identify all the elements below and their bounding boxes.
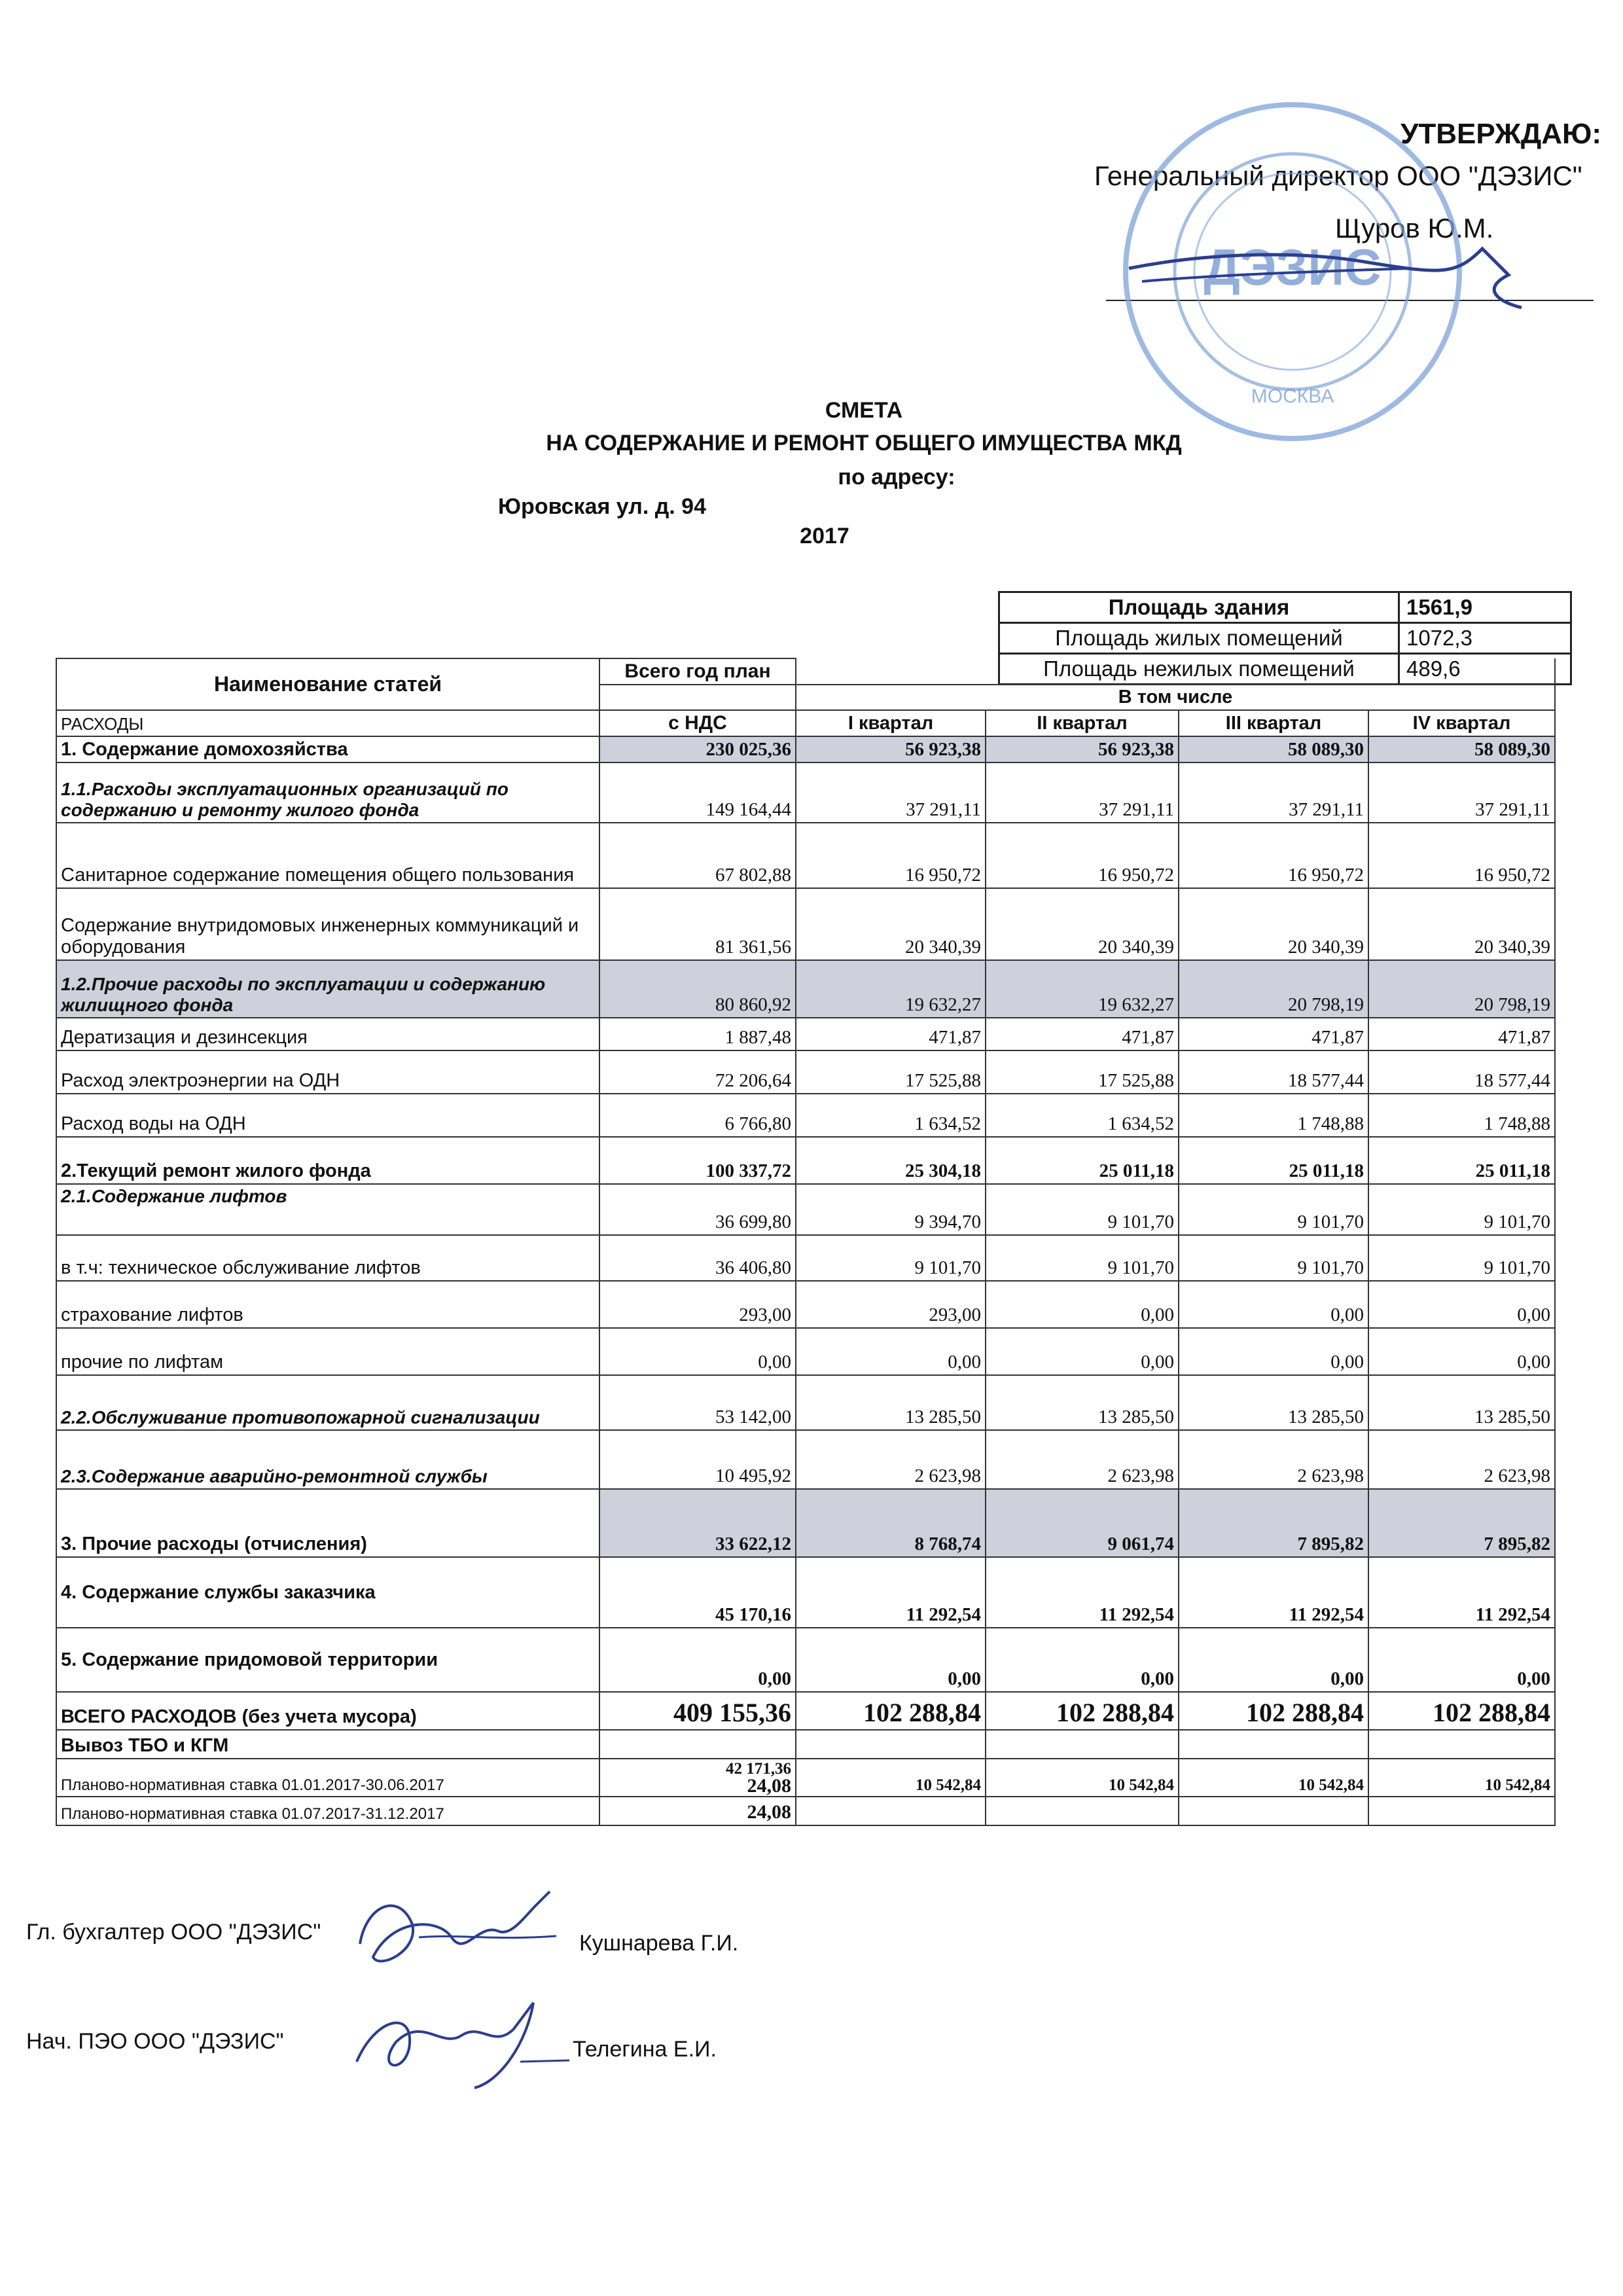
- col-q4-header: IV квартал: [1368, 710, 1555, 736]
- row-name: Расход воды на ОДН: [56, 1094, 599, 1137]
- table-row: [56, 960, 1555, 1018]
- row-total: 33 622,12: [599, 1489, 796, 1557]
- row-name: в т.ч: техническое обслуживание лифтов: [56, 1235, 599, 1281]
- table-row: [56, 1375, 1555, 1430]
- row-rate: 24,08: [747, 1775, 791, 1797]
- row-q4: 7 895,82: [1368, 1489, 1555, 1557]
- row-total: 81 361,56: [599, 888, 796, 960]
- row-q3: 58 089,30: [1179, 736, 1368, 762]
- row-q3: 25 011,18: [1179, 1137, 1368, 1184]
- accountant-signature: [340, 1878, 569, 1990]
- row-name: 3. Прочие расходы (отчисления): [56, 1489, 599, 1557]
- table-row: [56, 1281, 1555, 1328]
- document-subtitle: НА СОДЕРЖАНИЕ И РЕМОНТ ОБЩЕГО ИМУЩЕСТВА МКД: [546, 431, 1182, 456]
- row-q1: 10 542,84: [796, 1759, 986, 1797]
- row-q3: 471,87: [1179, 1018, 1368, 1050]
- col-q2-header: II квартал: [986, 710, 1179, 736]
- row-total: 293,00: [599, 1281, 796, 1328]
- row-q3: 102 288,84: [1179, 1692, 1368, 1730]
- row-q4: 1 748,88: [1368, 1094, 1555, 1137]
- table-row: [56, 1094, 1555, 1137]
- row-q1: 16 950,72: [796, 823, 986, 888]
- row-q2: 9 101,70: [986, 1235, 1179, 1281]
- row-q4: 2 623,98: [1368, 1430, 1555, 1489]
- accountant-label: Гл. бухгалтер ООО "ДЭЗИС": [26, 1920, 321, 1945]
- area-value: 1072,3: [1399, 623, 1571, 654]
- row-name: ВСЕГО РАСХОДОВ (без учета мусора): [56, 1692, 599, 1730]
- approval-position: Генеральный директор ООО "ДЭЗИС": [1094, 160, 1582, 191]
- row-name: Дератизация и дезинсекция: [56, 1018, 599, 1050]
- row-q2: 102 288,84: [986, 1692, 1179, 1730]
- row-q1: 11 292,54: [796, 1557, 986, 1628]
- area-value: 1561,9: [1399, 592, 1571, 623]
- row-q2: 16 950,72: [986, 823, 1179, 888]
- row-q2: 20 340,39: [986, 888, 1179, 960]
- row-q2: 9 061,74: [986, 1489, 1179, 1557]
- col-incl-header: В том числе: [796, 685, 1555, 710]
- row-name: 1.2.Прочие расходы по эксплуатации и содержанию жилищного фонда: [56, 960, 599, 1018]
- row-q2: 25 011,18: [986, 1137, 1179, 1184]
- director-signature: [1116, 236, 1535, 314]
- row-q1: 9 394,70: [796, 1184, 986, 1235]
- table-row: [56, 1018, 1555, 1050]
- row-name: Расход электроэнергии на ОДН: [56, 1050, 599, 1094]
- row-total: 230 025,36: [599, 736, 796, 762]
- header-row: [56, 658, 1555, 685]
- row-q3: 37 291,11: [1179, 762, 1368, 823]
- row-q4: 16 950,72: [1368, 823, 1555, 888]
- row-q4: 13 285,50: [1368, 1375, 1555, 1430]
- row-q4: 11 292,54: [1368, 1557, 1555, 1628]
- row-q2: 0,00: [986, 1628, 1179, 1692]
- row-total: 1 887,48: [599, 1018, 796, 1050]
- row-q4: 102 288,84: [1368, 1692, 1555, 1730]
- row-q2: 9 101,70: [986, 1184, 1179, 1235]
- table-row: [56, 1184, 1555, 1235]
- table-row: [56, 1430, 1555, 1489]
- row-q4: 37 291,11: [1368, 762, 1555, 823]
- row-q1: 25 304,18: [796, 1137, 986, 1184]
- row-q1: 1 634,52: [796, 1094, 986, 1137]
- row-q3: 13 285,50: [1179, 1375, 1368, 1430]
- row-q4: 20 340,39: [1368, 888, 1555, 960]
- table-row: [56, 1235, 1555, 1281]
- row-name: Вывоз ТБО и КГМ: [56, 1730, 599, 1759]
- row-total: 100 337,72: [599, 1137, 796, 1184]
- row-q4: 10 542,84: [1368, 1759, 1555, 1797]
- row-q3: 11 292,54: [1179, 1557, 1368, 1628]
- row-total: 36 406,80: [599, 1235, 796, 1281]
- row-q1: 20 340,39: [796, 888, 986, 960]
- col-q3-header: III квартал: [1179, 710, 1368, 736]
- row-total: 24,08: [599, 1797, 796, 1825]
- pe-head-name: Телегина Е.И.: [573, 2037, 717, 2062]
- stamp-main-text: ДЭЗИС: [1204, 238, 1382, 296]
- address-label: по адресу:: [838, 465, 955, 490]
- row-total: 409 155,36: [599, 1692, 796, 1730]
- row-q4: 0,00: [1368, 1328, 1555, 1375]
- row-name: страхование лифтов: [56, 1281, 599, 1328]
- stamp-city-text: МОСКВА: [1251, 386, 1334, 407]
- row-q4: 18 577,44: [1368, 1050, 1555, 1094]
- row-q2: 19 632,27: [986, 960, 1179, 1018]
- col-q1-header: I квартал: [796, 710, 986, 736]
- row-name: прочие по лифтам: [56, 1328, 599, 1375]
- row-name: 2.3.Содержание аварийно-ремонтной службы: [56, 1430, 599, 1489]
- row-q2: 471,87: [986, 1018, 1179, 1050]
- row-q2: 0,00: [986, 1281, 1179, 1328]
- accountant-name: Кушнарева Г.И.: [579, 1931, 739, 1956]
- row-name: 5. Содержание придомовой территории: [56, 1628, 599, 1692]
- col-total-header: Всего год план: [599, 658, 796, 685]
- table-row: [56, 1137, 1555, 1184]
- area-value: 489,6: [1399, 654, 1571, 685]
- row-name: Планово-нормативная ставка 01.07.2017-31.12.2017: [56, 1797, 599, 1825]
- row-name: 2.Текущий ремонт жилого фонда: [56, 1137, 599, 1184]
- row-q3: 0,00: [1179, 1628, 1368, 1692]
- row-q1: 0,00: [796, 1628, 986, 1692]
- row-total: 42 171,36: [726, 1760, 791, 1778]
- row-q1: 102 288,84: [796, 1692, 986, 1730]
- row-total: 0,00: [599, 1628, 796, 1692]
- area-label: Площадь здания: [999, 592, 1399, 623]
- row-total: 149 164,44: [599, 762, 796, 823]
- approval-name: Щуров Ю.М.: [1335, 213, 1494, 243]
- pe-head-signature: [337, 1990, 573, 2094]
- row-total: 45 170,16: [599, 1557, 796, 1628]
- row-q3: 10 542,84: [1179, 1759, 1368, 1797]
- document-title: СМЕТА: [825, 398, 903, 423]
- row-q4: 0,00: [1368, 1281, 1555, 1328]
- row-total: 10 495,92: [599, 1430, 796, 1489]
- row-q1: 13 285,50: [796, 1375, 986, 1430]
- estimate-table: [56, 658, 1556, 1826]
- row-q4: 0,00: [1368, 1628, 1555, 1692]
- row-q2: 1 634,52: [986, 1094, 1179, 1137]
- row-name: 1. Содержание домохозяйства: [56, 736, 599, 762]
- pe-head-label: Нач. ПЭО ООО "ДЭЗИС": [26, 2029, 284, 2054]
- row-total: 72 206,64: [599, 1050, 796, 1094]
- address: Юровская ул. д. 94: [497, 494, 707, 519]
- row-name: 4. Содержание службы заказчика: [56, 1557, 599, 1628]
- row-name: Планово-нормативная ставка 01.01.2017-30.06.2017: [56, 1759, 599, 1797]
- area-label: Площадь нежилых помещений: [999, 654, 1399, 685]
- area-row: [999, 592, 1571, 623]
- row-q4: 25 011,18: [1368, 1137, 1555, 1184]
- row-name: 2.1.Содержание лифтов: [56, 1184, 599, 1235]
- row-q3: 16 950,72: [1179, 823, 1368, 888]
- row-q4: 58 089,30: [1368, 736, 1555, 762]
- area-label: Площадь жилых помещений: [999, 623, 1399, 654]
- table-row: [56, 736, 1555, 762]
- row-total: 53 142,00: [599, 1375, 796, 1430]
- row-name: 1.1.Расходы эксплуатационных организаций по содержанию и ремонту жилого фонда: [56, 762, 599, 823]
- row-q3: 7 895,82: [1179, 1489, 1368, 1557]
- row-q1: 471,87: [796, 1018, 986, 1050]
- row-q2: 2 623,98: [986, 1430, 1179, 1489]
- row-q4: 9 101,70: [1368, 1184, 1555, 1235]
- table-row: [56, 1692, 1555, 1730]
- row-q3: 20 340,39: [1179, 888, 1368, 960]
- row-q3: 1 748,88: [1179, 1094, 1368, 1137]
- row-q2: 11 292,54: [986, 1557, 1179, 1628]
- row-total: 80 860,92: [599, 960, 796, 1018]
- row-q2: 0,00: [986, 1328, 1179, 1375]
- row-name: Содержание внутридомовых инженерных коммуникаций и оборудования: [56, 888, 599, 960]
- table-row: [56, 888, 1555, 960]
- year: 2017: [800, 524, 849, 548]
- approval-title: УТВЕРЖДАЮ:: [1400, 118, 1602, 150]
- table-row: [56, 762, 1555, 823]
- row-q4: 9 101,70: [1368, 1235, 1555, 1281]
- row-q1: 19 632,27: [796, 960, 986, 1018]
- table-row: [56, 1797, 1555, 1825]
- row-q1: 8 768,74: [796, 1489, 986, 1557]
- table-row: [56, 1557, 1555, 1628]
- row-q2: 17 525,88: [986, 1050, 1179, 1094]
- table-row: [56, 1759, 1555, 1797]
- row-q3: 20 798,19: [1179, 960, 1368, 1018]
- row-q2: 13 285,50: [986, 1375, 1179, 1430]
- col-expenses-label: РАСХОДЫ: [56, 710, 599, 736]
- row-q2: 56 923,38: [986, 736, 1179, 762]
- row-q1: 0,00: [796, 1328, 986, 1375]
- row-total: 36 699,80: [599, 1184, 796, 1235]
- row-q1: 56 923,38: [796, 736, 986, 762]
- table-row: [56, 1730, 1555, 1759]
- table-row: [56, 823, 1555, 888]
- row-q1: 293,00: [796, 1281, 986, 1328]
- row-q1: 9 101,70: [796, 1235, 986, 1281]
- row-q3: 9 101,70: [1179, 1235, 1368, 1281]
- area-row: [999, 623, 1571, 654]
- table-row: [56, 1628, 1555, 1692]
- table-row: [56, 1328, 1555, 1375]
- row-q2: 10 542,84: [986, 1759, 1179, 1797]
- table-row: [56, 1489, 1555, 1557]
- row-total: 67 802,88: [599, 823, 796, 888]
- row-q1: 2 623,98: [796, 1430, 986, 1489]
- row-q2: 37 291,11: [986, 762, 1179, 823]
- row-q1: 17 525,88: [796, 1050, 986, 1094]
- col-total-sub: с НДС: [599, 710, 796, 736]
- row-name: 2.2.Обслуживание противопожарной сигнализации: [56, 1375, 599, 1430]
- table-row: [56, 1050, 1555, 1094]
- row-total: 0,00: [599, 1328, 796, 1375]
- row-q3: 0,00: [1179, 1281, 1368, 1328]
- header-row: [56, 710, 1555, 736]
- row-q3: 18 577,44: [1179, 1050, 1368, 1094]
- row-total: 6 766,80: [599, 1094, 796, 1137]
- col-name-header: Наименование статей: [56, 658, 599, 710]
- row-q1: 37 291,11: [796, 762, 986, 823]
- row-q4: 20 798,19: [1368, 960, 1555, 1018]
- row-q3: 2 623,98: [1179, 1430, 1368, 1489]
- row-q4: 471,87: [1368, 1018, 1555, 1050]
- row-name: Санитарное содержание помещения общего пользования: [56, 823, 599, 888]
- row-q3: 0,00: [1179, 1328, 1368, 1375]
- row-q3: 9 101,70: [1179, 1184, 1368, 1235]
